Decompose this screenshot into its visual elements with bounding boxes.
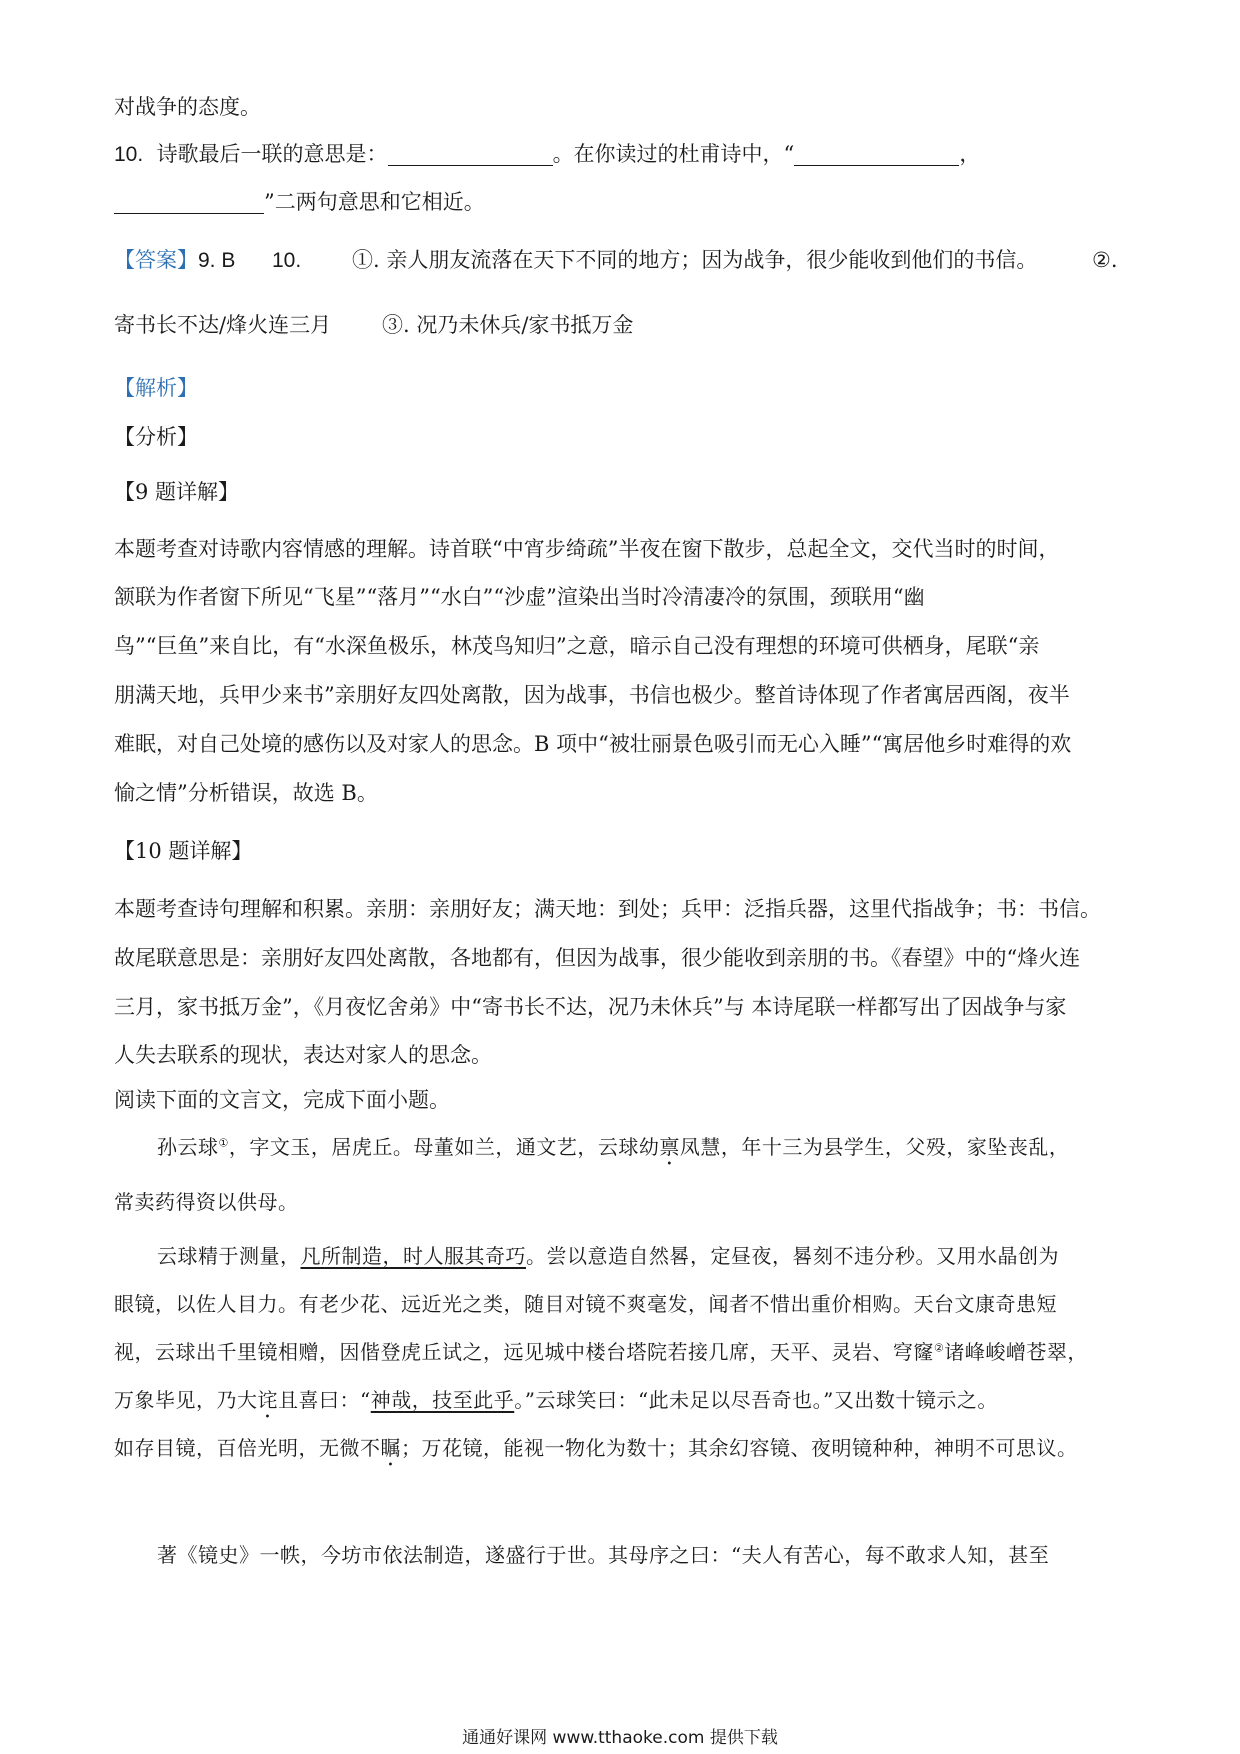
answer-item-3: ③. 况乃未休兵/家书抵万金 [382, 313, 634, 337]
jiexi-tag: 【解析】 [114, 376, 198, 400]
q10-question [114, 142, 980, 167]
passage-text: 视，云球出千里镜相赠，因偕登虎丘试之，远见城中楼台塔院若接几席，天平、灵岩、穹窿 [114, 1340, 934, 1364]
q9-detail-line: 本题考查对诗歌内容情感的理解。诗首联“中宵步绮疏”半夜在窗下散步，总起全文，交代当时的时间， [114, 537, 1060, 561]
answer-q9: 9. B [198, 249, 236, 272]
passage-line [157, 1135, 1069, 1170]
passage-text: 云球精于测量， [157, 1244, 301, 1268]
q9-detail-line: 颔联为作者窗下所见“飞星”“落月”“水白”“沙虚”渲染出当时冷清凄冷的氛围，颈联用“幽 [114, 585, 925, 609]
passage-text: 。”云球笑曰：“此未足以尽吾奇也。”又出数十镜示之。 [514, 1388, 998, 1412]
footnote-2-marker: ② [934, 1341, 945, 1355]
underlined-sentence: 神哉，技至此乎 [370, 1388, 515, 1412]
passage-text: ；万花镜，能视一物化为数十；其余幻容镜、夜明镜种种，神明不可思议。 [401, 1436, 1078, 1460]
q10-number: 10. [114, 143, 144, 166]
answer-blank-3[interactable] [114, 191, 264, 214]
passage-line [114, 1436, 1078, 1471]
answer-blank-2[interactable] [794, 143, 959, 166]
emphasized-word: 瞩 [380, 1436, 401, 1460]
passage-line: 著《镜史》一帙，今坊市依法制造，遂盛行于世。其母序之曰：“夫人有苦心，每不敢求人知，甚至 [157, 1543, 1050, 1567]
q10-question-cont [114, 190, 485, 215]
passage-line [114, 1388, 998, 1423]
answer-tag: 【答案】 [114, 248, 198, 272]
passage-text: 凤慧，年十三为县学生，父殁，家坠丧乱， [679, 1135, 1070, 1159]
fenxi-tag: 【分析】 [114, 425, 198, 449]
q10-prompt-b: 。在你读过的杜甫诗中，“ [552, 142, 795, 166]
passage-text: 如存目镜，百倍光明，无微不 [114, 1436, 381, 1460]
q9-detail-line: 鸟”“巨鱼”来自比，有“水深鱼极乐，林茂鸟知归”之意，暗示自己没有理想的环境可供栖身，尾联“亲 [114, 634, 1040, 658]
q10-prompt-c: ”二两句意思和它相近。 [264, 190, 485, 214]
passage-text: ，字文玉，居虎丘。母董如兰，通文艺，云球幼 [228, 1135, 660, 1159]
passage-line: 常卖药得资以供母。 [114, 1190, 299, 1214]
passage-text: 诸峰峻嶒苍翠， [944, 1340, 1088, 1364]
answer-item-2-mark: ②. [1092, 248, 1118, 272]
q10-detail-line: 三月，家书抵万金”，《月夜忆舍弟》中“寄书长不达，况乃未休兵”与 本诗尾联一样都写出了因战争与家 [114, 995, 1067, 1019]
underlined-sentence: 凡所制造，时人服其奇巧 [300, 1244, 526, 1268]
answer-q10-num: 10. [272, 249, 302, 272]
answer-item-2: 寄书长不达/烽火连三月 [114, 313, 332, 337]
passage-text: 万象毕见，乃大 [114, 1388, 258, 1412]
q10-comma: ， [959, 142, 981, 166]
footnote-1-marker: ① [218, 1136, 229, 1150]
q10-detail-line: 故尾联意思是：亲朋好友四处离散，各地都有，但因为战事，很少能收到亲朋的书。《春望》中的“烽火连 [114, 946, 1081, 970]
passage-text: 孙云球 [157, 1135, 219, 1159]
passage-line [157, 1244, 1059, 1268]
answer-blank-1[interactable] [388, 143, 553, 166]
q9-tail: 对战争的态度。 [114, 95, 261, 119]
answer-item-1: ①. 亲人朋友流落在天下不同的地方；因为战争，很少能收到他们的书信。 [352, 248, 1038, 272]
q9-detail-line: 朋满天地，兵甲少来书”亲朋好友四处离散，因为战事，书信也极少。整首诗体现了作者寓居西阁，夜半 [114, 683, 1070, 707]
q9-detail-heading: 【9 题详解】 [114, 480, 240, 504]
answer-line-1 [114, 248, 235, 273]
passage-line [114, 1340, 1088, 1364]
q10-prompt-a: 诗歌最后一联的意思是： [156, 142, 388, 166]
emphasized-word: 诧 [257, 1388, 278, 1412]
passage-text: 。尝以意造自然晷，定昼夜，晷刻不违分秒。又用水晶创为 [526, 1244, 1059, 1268]
q10-detail-line: 人失去联系的现状，表达对家人的思念。 [114, 1043, 492, 1067]
page-footer: 通通好课网 www.tthaoke.com 提供下载 [462, 1728, 778, 1748]
q9-detail-line: 难眠，对自己处境的感伤以及对家人的思念。B 项中“被壮丽景色吸引而无心入睡”“寓居他乡时难得的欢 [114, 732, 1072, 756]
reading-instruction: 阅读下面的文言文，完成下面小题。 [114, 1088, 450, 1112]
passage-line: 眼镜，以佐人目力。有老少花、远近光之类，随目对镜不爽毫发，闻者不惜出重价相购。天台文康奇患短 [114, 1292, 1057, 1316]
q10-detail-heading: 【10 题详解】 [114, 839, 253, 863]
emphasized-word: 禀 [659, 1135, 680, 1159]
passage-text: 且喜曰：“ [278, 1388, 371, 1412]
q10-detail-line: 本题考查诗句理解和积累。亲朋：亲朋好友；满天地：到处；兵甲：泛指兵器，这里代指战争；书：书信。 [114, 897, 1101, 921]
q9-detail-line: 愉之情”分析错误，故选 B。 [114, 781, 378, 805]
